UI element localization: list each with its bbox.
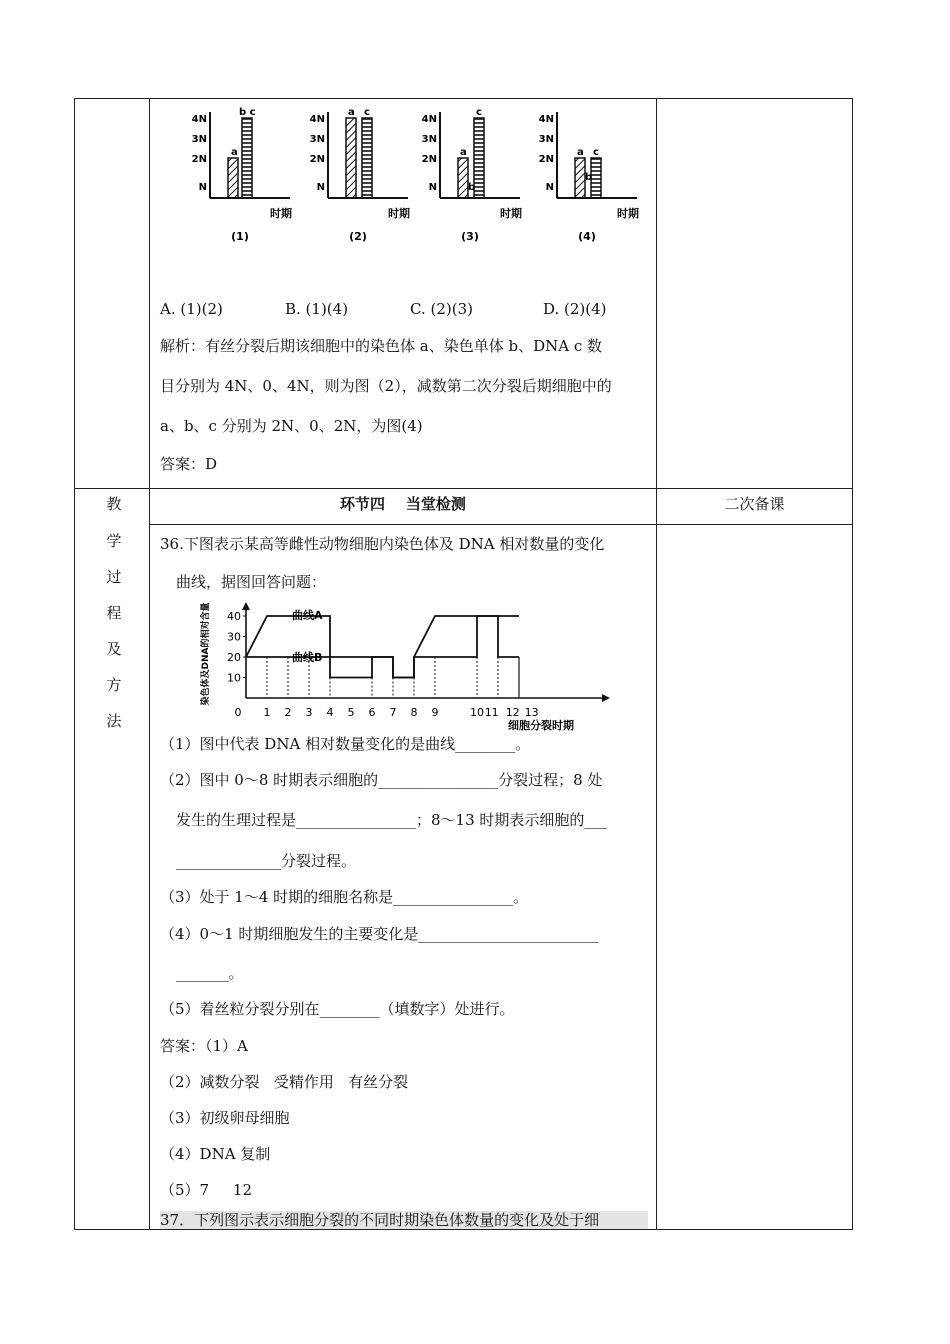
bar-c-label: c bbox=[364, 107, 370, 118]
x-tick-label: 12 bbox=[505, 706, 520, 719]
bar-c-label: c bbox=[593, 147, 599, 158]
q36-sub-4-line-2: _______。 bbox=[176, 964, 244, 982]
q36-sub-2-line-2: 发生的生理过程是________________；8～13 时期表示细胞的___ bbox=[176, 811, 607, 829]
q36-sub-2-line-3: ______________分裂过程。 bbox=[176, 852, 357, 870]
analysis-line-3: a、b、c 分别为 2N、0、2N，为图(4) bbox=[160, 417, 423, 435]
q37-stem: 37．下列图示表示细胞分裂的不同时期染色体数量的变化及处于细 bbox=[160, 1211, 648, 1229]
x-tick-label: 6 bbox=[368, 706, 376, 719]
x-tick-label: 7 bbox=[389, 706, 397, 719]
q36-sub-2-line-1: （2）图中 0～8 时期表示细胞的________________分裂过程；8 处 bbox=[160, 771, 603, 789]
analysis-line-2: 目分别为 4N、0、4N，则为图（2），减数第二次分裂后期细胞中的 bbox=[160, 377, 612, 395]
table-row-divider-1 bbox=[74, 488, 853, 489]
x-tick-label: 2 bbox=[284, 706, 292, 719]
right-column-header: 二次备课 bbox=[724, 495, 785, 513]
y-axis-label: 染色体及DNA的相对含量 bbox=[201, 602, 211, 706]
bar-bc-label: b c bbox=[239, 107, 256, 118]
x-axis-label: 时期 bbox=[270, 207, 292, 220]
x-tick-label: 1 bbox=[263, 706, 271, 719]
bar-a bbox=[228, 158, 238, 198]
bar-chart-1 bbox=[188, 102, 318, 242]
q36-sub-3: （3）处于 1～4 时期的细胞名称是________________。 bbox=[160, 888, 529, 906]
y-tick-label: N bbox=[316, 182, 325, 193]
bar-a-label: a bbox=[348, 107, 355, 118]
q36-answer-2: （2）减数分裂 受精作用 有丝分裂 bbox=[160, 1073, 409, 1091]
table-row-divider-2 bbox=[149, 524, 853, 525]
bar-chart-2 bbox=[306, 102, 436, 242]
x-tick-label: 10 bbox=[470, 706, 484, 719]
bar-b-label: b bbox=[585, 172, 593, 183]
x-axis-label: 时期 bbox=[500, 207, 522, 220]
answer-35: 答案：D bbox=[160, 455, 218, 473]
bar-chart-4 bbox=[535, 102, 665, 242]
left-label-char-6: 方 bbox=[106, 676, 122, 694]
y-tick-label: 2N bbox=[191, 154, 207, 165]
series-line-b bbox=[246, 616, 519, 678]
option-b: B. (1)(4) bbox=[285, 300, 349, 318]
bar-c bbox=[362, 118, 372, 198]
bar-a bbox=[575, 158, 585, 198]
table-col-divider-1 bbox=[149, 98, 150, 1230]
x-axis-label: 时期 bbox=[388, 207, 410, 220]
x-tick-label: 5 bbox=[347, 706, 355, 719]
x-tick-label: 0 bbox=[234, 706, 242, 719]
y-tick-label: 30 bbox=[227, 630, 241, 644]
q36-answer-4: （4）DNA 复制 bbox=[160, 1145, 271, 1163]
chromosome-dna-chart bbox=[196, 600, 616, 732]
chart-caption: (1) bbox=[231, 230, 249, 242]
table-col-divider-2 bbox=[656, 98, 657, 1230]
y-tick-label: 2N bbox=[538, 154, 554, 165]
x-tick-label: 3 bbox=[305, 706, 313, 719]
x-tick-label: 11 bbox=[484, 706, 499, 719]
table-bottom-border bbox=[74, 1229, 853, 1230]
q36-sub-5: （5）着丝粒分裂分别在________（填数字）处进行。 bbox=[160, 1000, 515, 1018]
left-label-char-5: 及 bbox=[106, 640, 122, 658]
bar-b-label: b bbox=[468, 182, 476, 193]
chart-caption: (2) bbox=[349, 230, 367, 242]
left-label-char-3: 过 bbox=[106, 568, 122, 586]
y-tick-label: 10 bbox=[227, 671, 241, 685]
y-tick-label: 3N bbox=[309, 134, 325, 145]
left-label-char-4: 程 bbox=[106, 604, 122, 622]
analysis-line-1: 解析：有丝分裂后期该细胞中的染色体 a、染色单体 b、DNA c 数 bbox=[160, 337, 603, 355]
y-tick-label: N bbox=[198, 182, 207, 193]
y-tick-label: 20 bbox=[227, 651, 241, 664]
y-tick-label: 2N bbox=[421, 154, 437, 165]
chart-caption: (3) bbox=[461, 230, 479, 242]
q36-answer-1: 答案：（1）A bbox=[160, 1037, 248, 1055]
left-label-char-2: 学 bbox=[106, 532, 122, 550]
y-tick-label: 4N bbox=[538, 114, 554, 125]
series-a-label: 曲线A bbox=[292, 609, 323, 622]
bar-a-label: a bbox=[460, 147, 467, 158]
y-tick-label: 40 bbox=[227, 610, 241, 623]
option-a: A. (1)(2) bbox=[160, 300, 223, 318]
option-c: C. (2)(3) bbox=[410, 300, 473, 318]
q36-sub-4-line-1: （4）0～1 时期细胞发生的主要变化是________________________ bbox=[160, 925, 599, 943]
table-right-border bbox=[852, 98, 853, 1230]
x-axis-label: 细胞分裂时期 bbox=[508, 719, 574, 732]
q36-sub-1: （1）图中代表 DNA 相对数量变化的是曲线________。 bbox=[160, 735, 531, 753]
bar-a-label: a bbox=[577, 147, 584, 158]
bar-c bbox=[474, 118, 484, 198]
section-header: 环节四 当堂检测 bbox=[340, 495, 466, 513]
y-tick-label: N bbox=[545, 182, 554, 193]
bar-a bbox=[458, 158, 468, 198]
series-line-a bbox=[246, 616, 519, 678]
x-tick-label: 4 bbox=[326, 706, 334, 719]
x-axis-label: 时期 bbox=[617, 207, 639, 220]
bar-c bbox=[242, 118, 252, 198]
series-b-label: 曲线B bbox=[292, 651, 323, 664]
y-axis-arrow bbox=[242, 602, 250, 610]
table-top-border bbox=[74, 98, 853, 99]
y-tick-label: 2N bbox=[309, 154, 325, 165]
q36-answer-3: （3）初级卵母细胞 bbox=[160, 1109, 290, 1127]
x-tick-label: 9 bbox=[431, 706, 439, 719]
bar-c-label: c bbox=[476, 107, 482, 118]
left-label-char-7: 法 bbox=[106, 712, 122, 730]
x-tick-label: 8 bbox=[410, 706, 418, 719]
y-tick-label: 3N bbox=[191, 134, 207, 145]
y-tick-label: 4N bbox=[421, 114, 437, 125]
table-left-border bbox=[74, 98, 75, 1230]
chart-caption: (4) bbox=[578, 230, 596, 242]
bar-c bbox=[591, 158, 601, 198]
y-tick-label: 4N bbox=[309, 114, 325, 125]
left-label-char-1: 教 bbox=[106, 495, 122, 513]
y-tick-label: N bbox=[428, 182, 437, 193]
bar-chart-3 bbox=[418, 102, 548, 242]
q36-answer-5: （5）7 12 bbox=[160, 1181, 253, 1199]
q36-stem-1: 36.下图表示某高等雌性动物细胞内染色体及 DNA 相对数量的变化 bbox=[160, 535, 605, 553]
y-tick-label: 4N bbox=[191, 114, 207, 125]
bar-a bbox=[346, 118, 356, 198]
x-tick-label: 13 bbox=[524, 706, 539, 719]
y-tick-label: 3N bbox=[538, 134, 554, 145]
option-d: D. (2)(4) bbox=[543, 300, 607, 318]
bar-a-label: a bbox=[231, 147, 238, 158]
x-axis-arrow bbox=[602, 694, 610, 702]
q36-stem-2: 曲线，据图回答问题： bbox=[176, 573, 327, 591]
y-tick-label: 3N bbox=[421, 134, 437, 145]
